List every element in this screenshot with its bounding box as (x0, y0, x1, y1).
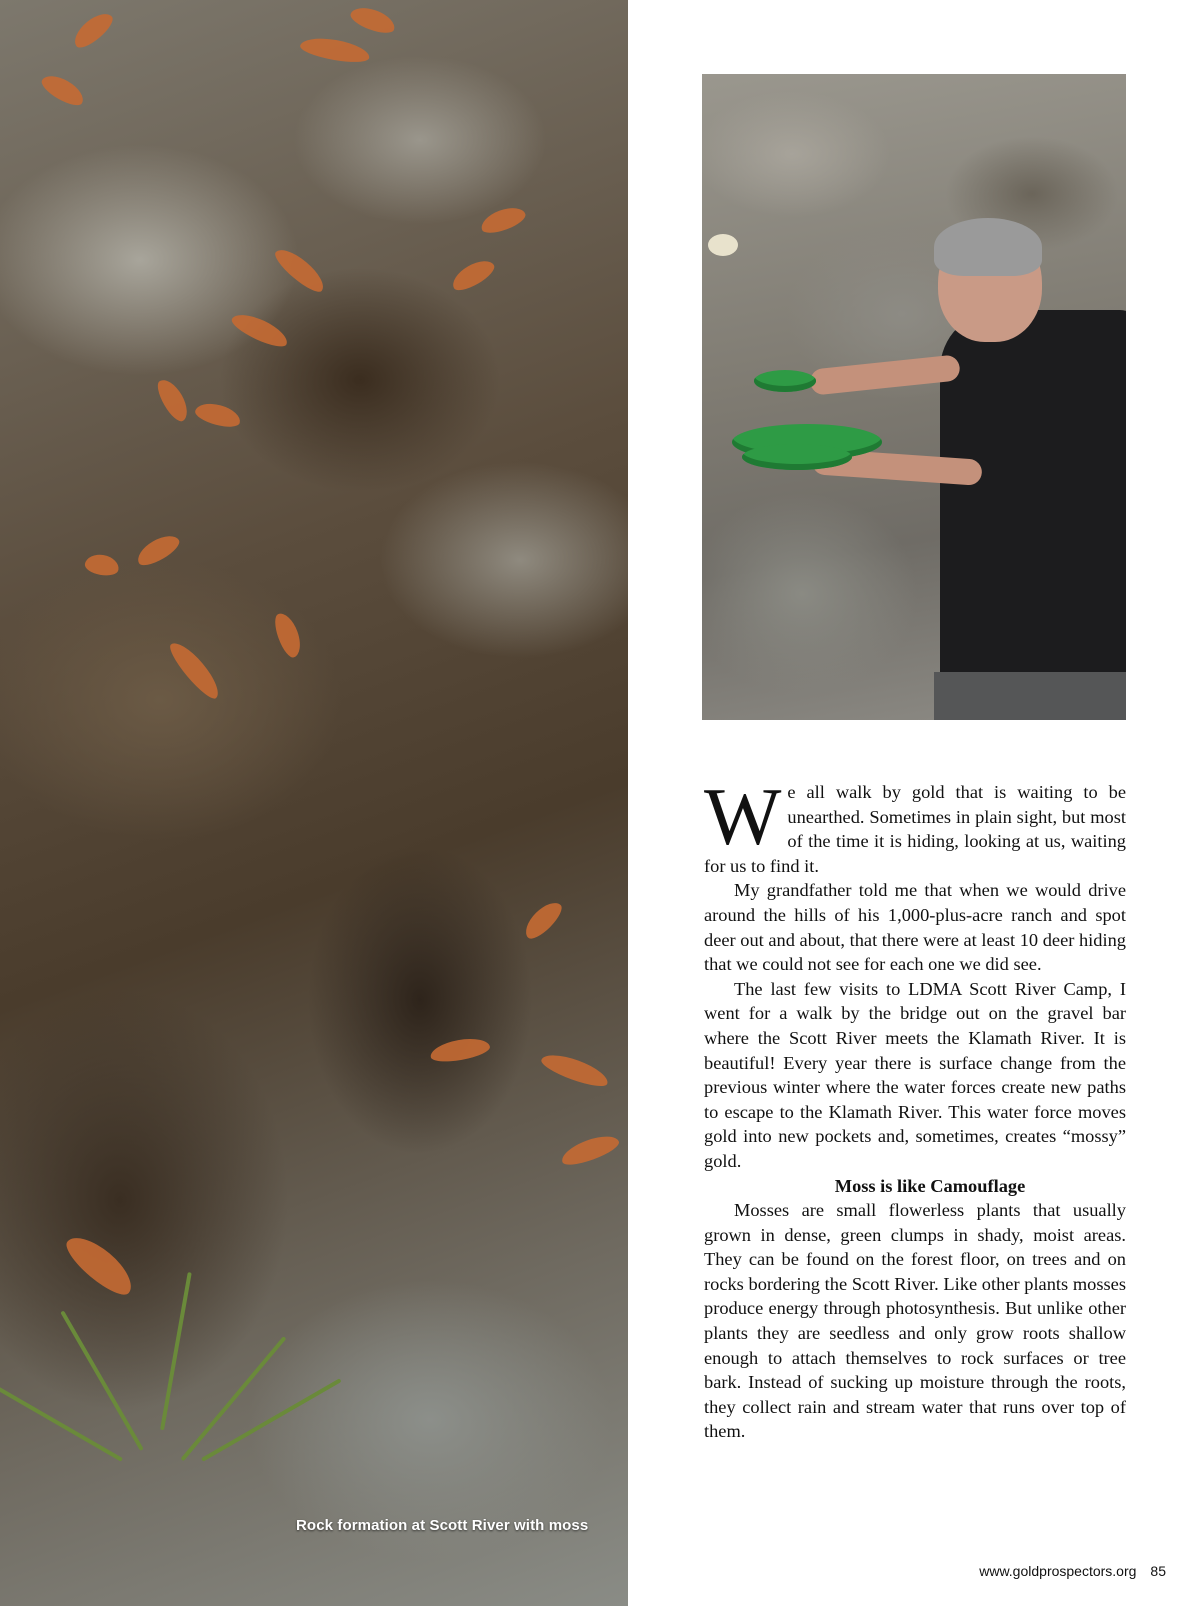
leaf-decoration (193, 399, 243, 430)
leaf-decoration (558, 1130, 621, 1169)
man-pants (934, 672, 1126, 720)
grass-decoration (160, 1272, 192, 1430)
leaf-decoration (38, 70, 88, 110)
leaf-decoration (429, 1035, 492, 1065)
leaf-decoration (60, 1228, 141, 1302)
drop-cap: W (704, 771, 782, 862)
article-paragraph: Mosses are small flowerless plants that usually grown in dense, green clumps in shady, moist areas. They can be found on the forest floor, on trees and on rocks bordering the Scott River. Like other plants mosses produce energy through photosynthesis. But unlike other plants they are seedless and only grow roots shallow enough to attach themselves to rock surfaces or tree bark. Instead of sucking up moisture through the roots, they collect rain and stream water that runs over top of them. (704, 1200, 1126, 1442)
article-body (704, 771, 1126, 1444)
leaf-decoration (299, 34, 371, 66)
leaf-decoration (84, 552, 121, 578)
man-panning-photo (702, 74, 1126, 720)
leaf-decoration (271, 243, 330, 297)
leaf-decoration (478, 203, 528, 238)
leaf-decoration (348, 3, 398, 38)
sticker-decoration (708, 234, 738, 256)
grass-decoration (201, 1378, 342, 1461)
leaf-decoration (69, 8, 117, 53)
leaf-decoration (539, 1049, 612, 1092)
article-paragraph: The last few visits to LDMA Scott River Camp, I went for a walk by the bridge out on the gravel bar where the Scott River meets the Klamath River. It is beautiful! Every year there is surface change from the previous winter where the water forces create new paths to escape to the Klamath River. This water force moves gold into new pockets and, sometimes, creates “mossy” gold. (704, 978, 1126, 1171)
leaf-decoration (153, 375, 193, 425)
leaf-decoration (133, 530, 183, 570)
leaf-decoration (448, 255, 498, 295)
leaf-decoration (229, 308, 292, 351)
page-number: 85 (1150, 1563, 1166, 1579)
gold-pan (742, 444, 852, 470)
leaf-decoration (271, 610, 306, 660)
photo-caption: Rock formation at Scott River with moss (296, 1517, 589, 1534)
gold-pan (754, 370, 816, 392)
man-arm (809, 354, 961, 396)
article-paragraph: My grandfather told me that when we would drive around the hills of his 1,000-plus-acre ranch and spot deer out and about, that there were at least 10 deer hiding that we could not see for each one we did see. (704, 880, 1126, 975)
leaf-decoration (520, 897, 567, 944)
website-link: www.goldprospectors.org (979, 1563, 1137, 1579)
page-footer (979, 1563, 1166, 1579)
man-hair (934, 218, 1042, 276)
article-paragraph: We all walk by gold that is waiting to be unearthed. Sometimes in plain sight, but most of the time it is hiding, looking at us, waiting for us to find it. (704, 771, 1126, 876)
section-heading: Moss is like Camouflage (834, 1175, 1026, 1196)
man-shirt (940, 310, 1126, 720)
leaf-decoration (165, 637, 225, 703)
